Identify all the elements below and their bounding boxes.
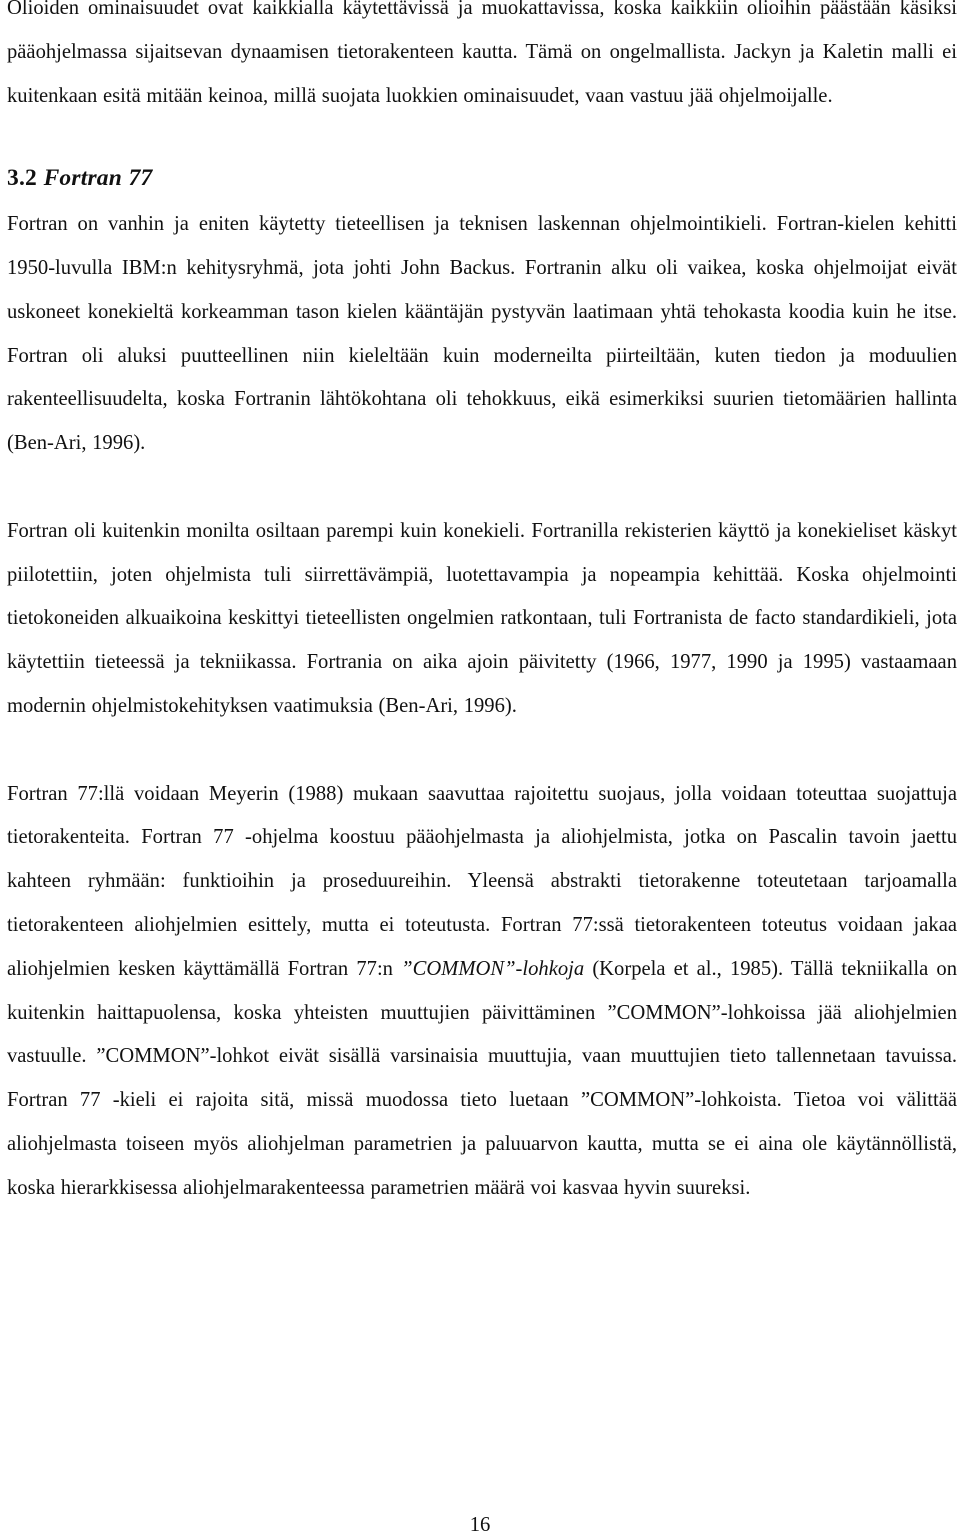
body-paragraph-1: Fortran on vanhin ja eniten käytetty tieteellisen ja teknisen laskennan ohjelmointikieli. Fortran-kielen kehitti 1950-luvulla IBM:n kehitysryhmä, jota johti John Backus. Fortranin alku oli vaikea, koska ohjelmoijat eivät uskoneet konekieltä korkeamman tason kielen kääntäjän pystyvän laatimaan yhtä tehokasta koodia kuin he itse. Fortran oli aluksi puutteellinen niin kieleltään kuin moderneilta piirteiltään, kuten tiedon ja moduulien rakenteellisuudelta, koska Fortranin lähtökohtana oli tehokkuus, eikä esimerkiksi suurien tietomäärien hallinta (Ben-Ari, 1996). [7, 213, 957, 455]
body-paragraph-2: Fortran oli kuitenkin monilta osiltaan parempi kuin konekieli. Fortranilla rekisterien käyttö ja konekieliset käskyt piilotettiin, joten ohjelmista tuli siirrettävämpiä, luotettavampia ja nopeampia kehittää. Koska ohjelmointi tietokoneiden alkuaikoina keskittyi tieteellisten ongelmien ratkontaan, tuli Fortranista de facto standardikieli, jota käytettiin tieteessä ja tekniikassa. Fortrania on aika ajoin päivitetty (1966, 1977, 1990 ja 1995) vastaamaan modernin ohjelmistokehityksen vaatimuksia (Ben-Ari, 1996). [7, 519, 957, 717]
paragraph-3-text-start: Fortran 77:llä voidaan Meyerin (1988) mukaan saavuttaa rajoitettu suojaus, jolla voidaan toteuttaa suojattuja tietorakenteita. Fortran 77 -ohjelma koostuu pääohjelmasta ja aliohjelmista, jotka on Pascalin tavoin jaettu kahteen ryhmään: funktioihin ja proseduureihin. Yleensä abstrakti tietorakenne toteutetaan tarjoamalla tietorakenteen aliohjelmien esittely, mutta ei toteutusta. Fortran 77:ssä tietorakenteen toteutus voidaan jakaa aliohjelmien kesken käyttämällä Fortran 77:n [7, 782, 957, 980]
page-number: 16 [469, 1514, 491, 1536]
section-heading [7, 157, 957, 201]
section-title: Fortran 77 [43, 165, 153, 192]
paragraph-3-text-end: (Korpela et al., 1985). Tällä tekniikalla on kuitenkin haittapuolensa, koska yhteisten muuttujien päivittäminen ”COMMON”-lohkoissa jää aliohjelmien vastuulle. ”COMMON”-lohkot eivät sisällä varsinaisia muuttujia, vaan muuttujien tieto tallennetaan tavuissa. Fortran 77 -kieli ei rajoita sitä, missä muodossa tieto luetaan ”COMMON”-lohkoista. Tietoa voi välittää aliohjelmasta toiseen myös aliohjelman parametrien ja paluuarvon kautta, mutta se ei aina ole käytännöllistä, koska hierarkkisessa aliohjelmarakenteessa parametrien määrä voi kasvaa hyvin suureksi. [7, 957, 957, 1199]
common-blocks-term: ”COMMON”-lohkoja [401, 957, 585, 980]
intro-paragraph: Olioiden ominaisuudet ovat kaikkialla käytettävissä ja muokattavissa, koska kaikkiin olioihin päästään käsiksi pääohjelmassa sijaitsevan dynaamisen tietorakenteen kautta. Tämä on ongelmallista. Jackyn ja Kaletin malli ei kuitenkaan esitä mitään keinoa, millä suojata luokkien ominaisuudet, vaan vastuu jää ohjelmoijalle. [7, 0, 957, 107]
section-number: 3.2 [7, 165, 37, 192]
body-paragraph-3 [7, 773, 957, 1211]
